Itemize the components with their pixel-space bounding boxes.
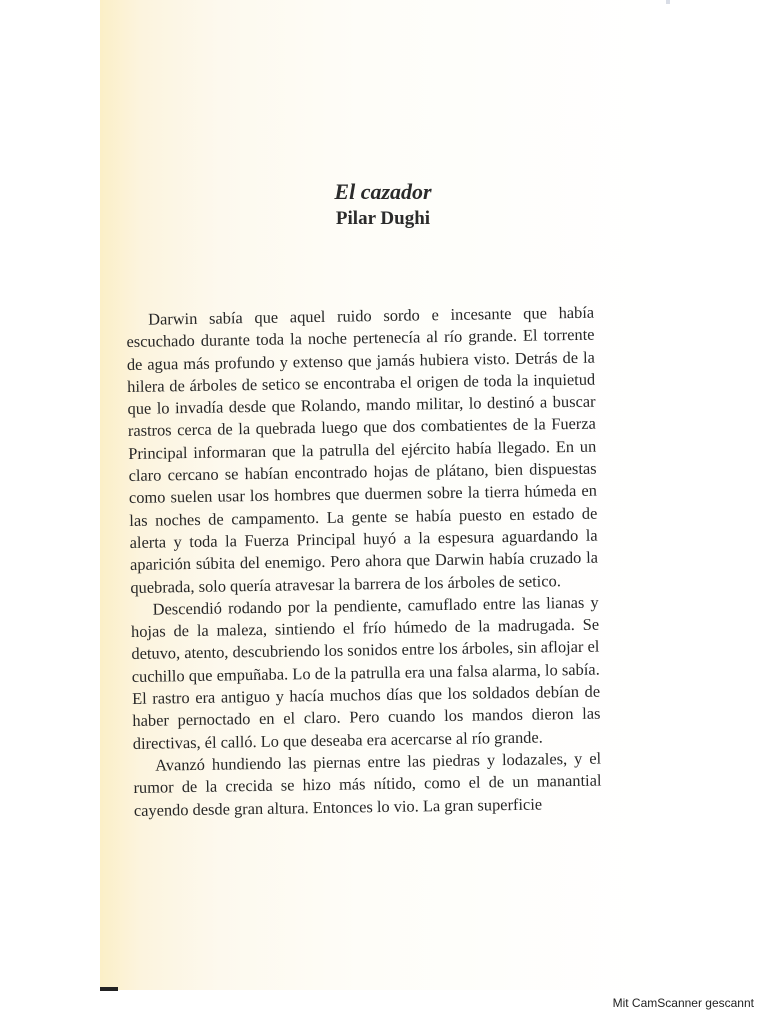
paragraph: Descendió rodando por la pendiente, camuflado entre las lianas y hojas de la maleza, sintiendo el frío húmedo de la madrugada. Se detuvo, atento, descubriendo los sonidos entre los árboles, sin aflojar el cuchillo que empuñaba. Lo de la patrulla era una falsa alarma, lo sabía. El rastro era antiguo y hacía muchos días que los soldados debían de haber pernoctado en el claro. Pero cuando los mandos dieron las directivas, él calló. Lo que deseaba era acercarse al río grande.: [130, 592, 601, 753]
title-block: [100, 178, 666, 232]
page-bottom-edge: [100, 987, 118, 991]
story-author: Pilar Dughi: [335, 208, 431, 229]
scanner-watermark: Mit CamScanner gescannt: [612, 996, 754, 1010]
paragraph: Avanzó hundiendo las piernas entre las piedras y lodazales, y el rumor de la crecida se hizo más nítido, como el de un manantial cayendo desde gran altura. Entonces lo vio. La gran superficie: [133, 748, 602, 820]
book-page: [100, 0, 666, 990]
story-body: [126, 302, 602, 822]
story-title: El cazador: [334, 179, 432, 204]
paragraph: Darwin sabía que aquel ruido sordo e incesante que había escuchado durante toda la noche pertenecía al río grande. El torrente de agua más profundo y extenso que jamás hubiera visto. Detrás de la hilera de árboles de setico se encontraba el origen de toda la inquietud que lo invadía desde que Rolando, mando militar, lo destinó a buscar rastros cerca de la quebrada luego que dos combatientes de la Fuerza Principal informaran que la patrulla del ejército había llegado. En un claro cercano se habían encontrado hojas de plátano, bien dispuestas como suelen usar los hombres que duermen sobre la tierra húmeda en las noches de campamento. La gente se había puesto en estado de alerta y toda la Fuerza Principal huyó a la espesura aguardando la aparición súbita del enemigo. Pero ahora que Darwin había cruzado la quebrada, solo quería atravesar la barrera de los árboles de setico.: [126, 302, 599, 597]
